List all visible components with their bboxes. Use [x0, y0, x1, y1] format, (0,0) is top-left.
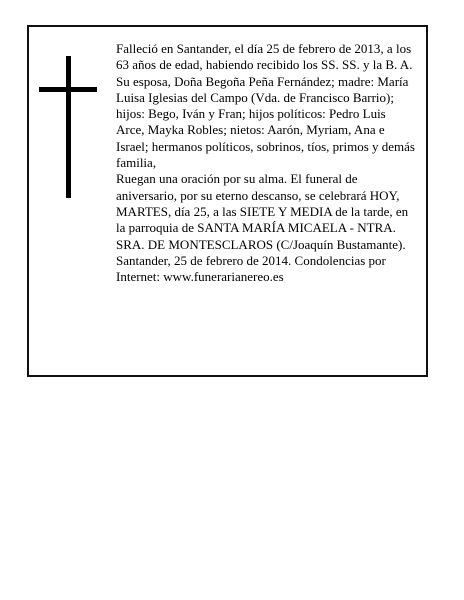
- family-paragraph: Su esposa, Doña Begoña Peña Fernández; madre: María Luisa Iglesias del Campo (Vda. de Francisco Barrio); hijos: Bego, Iván y Fran; hijos políticos: Pedro Luis Arce, Mayka Robles; nietos: Aarón, Myriam, Ana e Israel; hermanos políticos, sobrinos, tíos, primos y demás familia,: [116, 73, 415, 171]
- cross-vertical-bar: [66, 56, 71, 198]
- date-condolences-paragraph: Santander, 25 de febrero de 2014. Condolencias por Internet: www.funerarianereo.es: [116, 252, 386, 285]
- obituary-notice: [27, 25, 428, 377]
- death-announcement-paragraph: Falleció en Santander, el día 25 de febrero de 2013, a los 63 años de edad, habiendo recibido los SS. SS. y la B. A.: [116, 41, 413, 73]
- funeral-paragraph: Ruegan una oración por su alma. El funeral de aniversario, por su eterno descanso, se celebrará HOY, MARTES, día 25, a las SIETE Y MEDIA de la tarde, en la parroquia de SANTA MARÍA MICAELA - NTRA. SRA. DE MONTESCLAROS (C/Joaquín Bustamante).: [116, 171, 409, 252]
- latin-cross-icon: [39, 56, 97, 198]
- cross-horizontal-bar: [39, 87, 97, 92]
- obituary-text: [116, 41, 416, 285]
